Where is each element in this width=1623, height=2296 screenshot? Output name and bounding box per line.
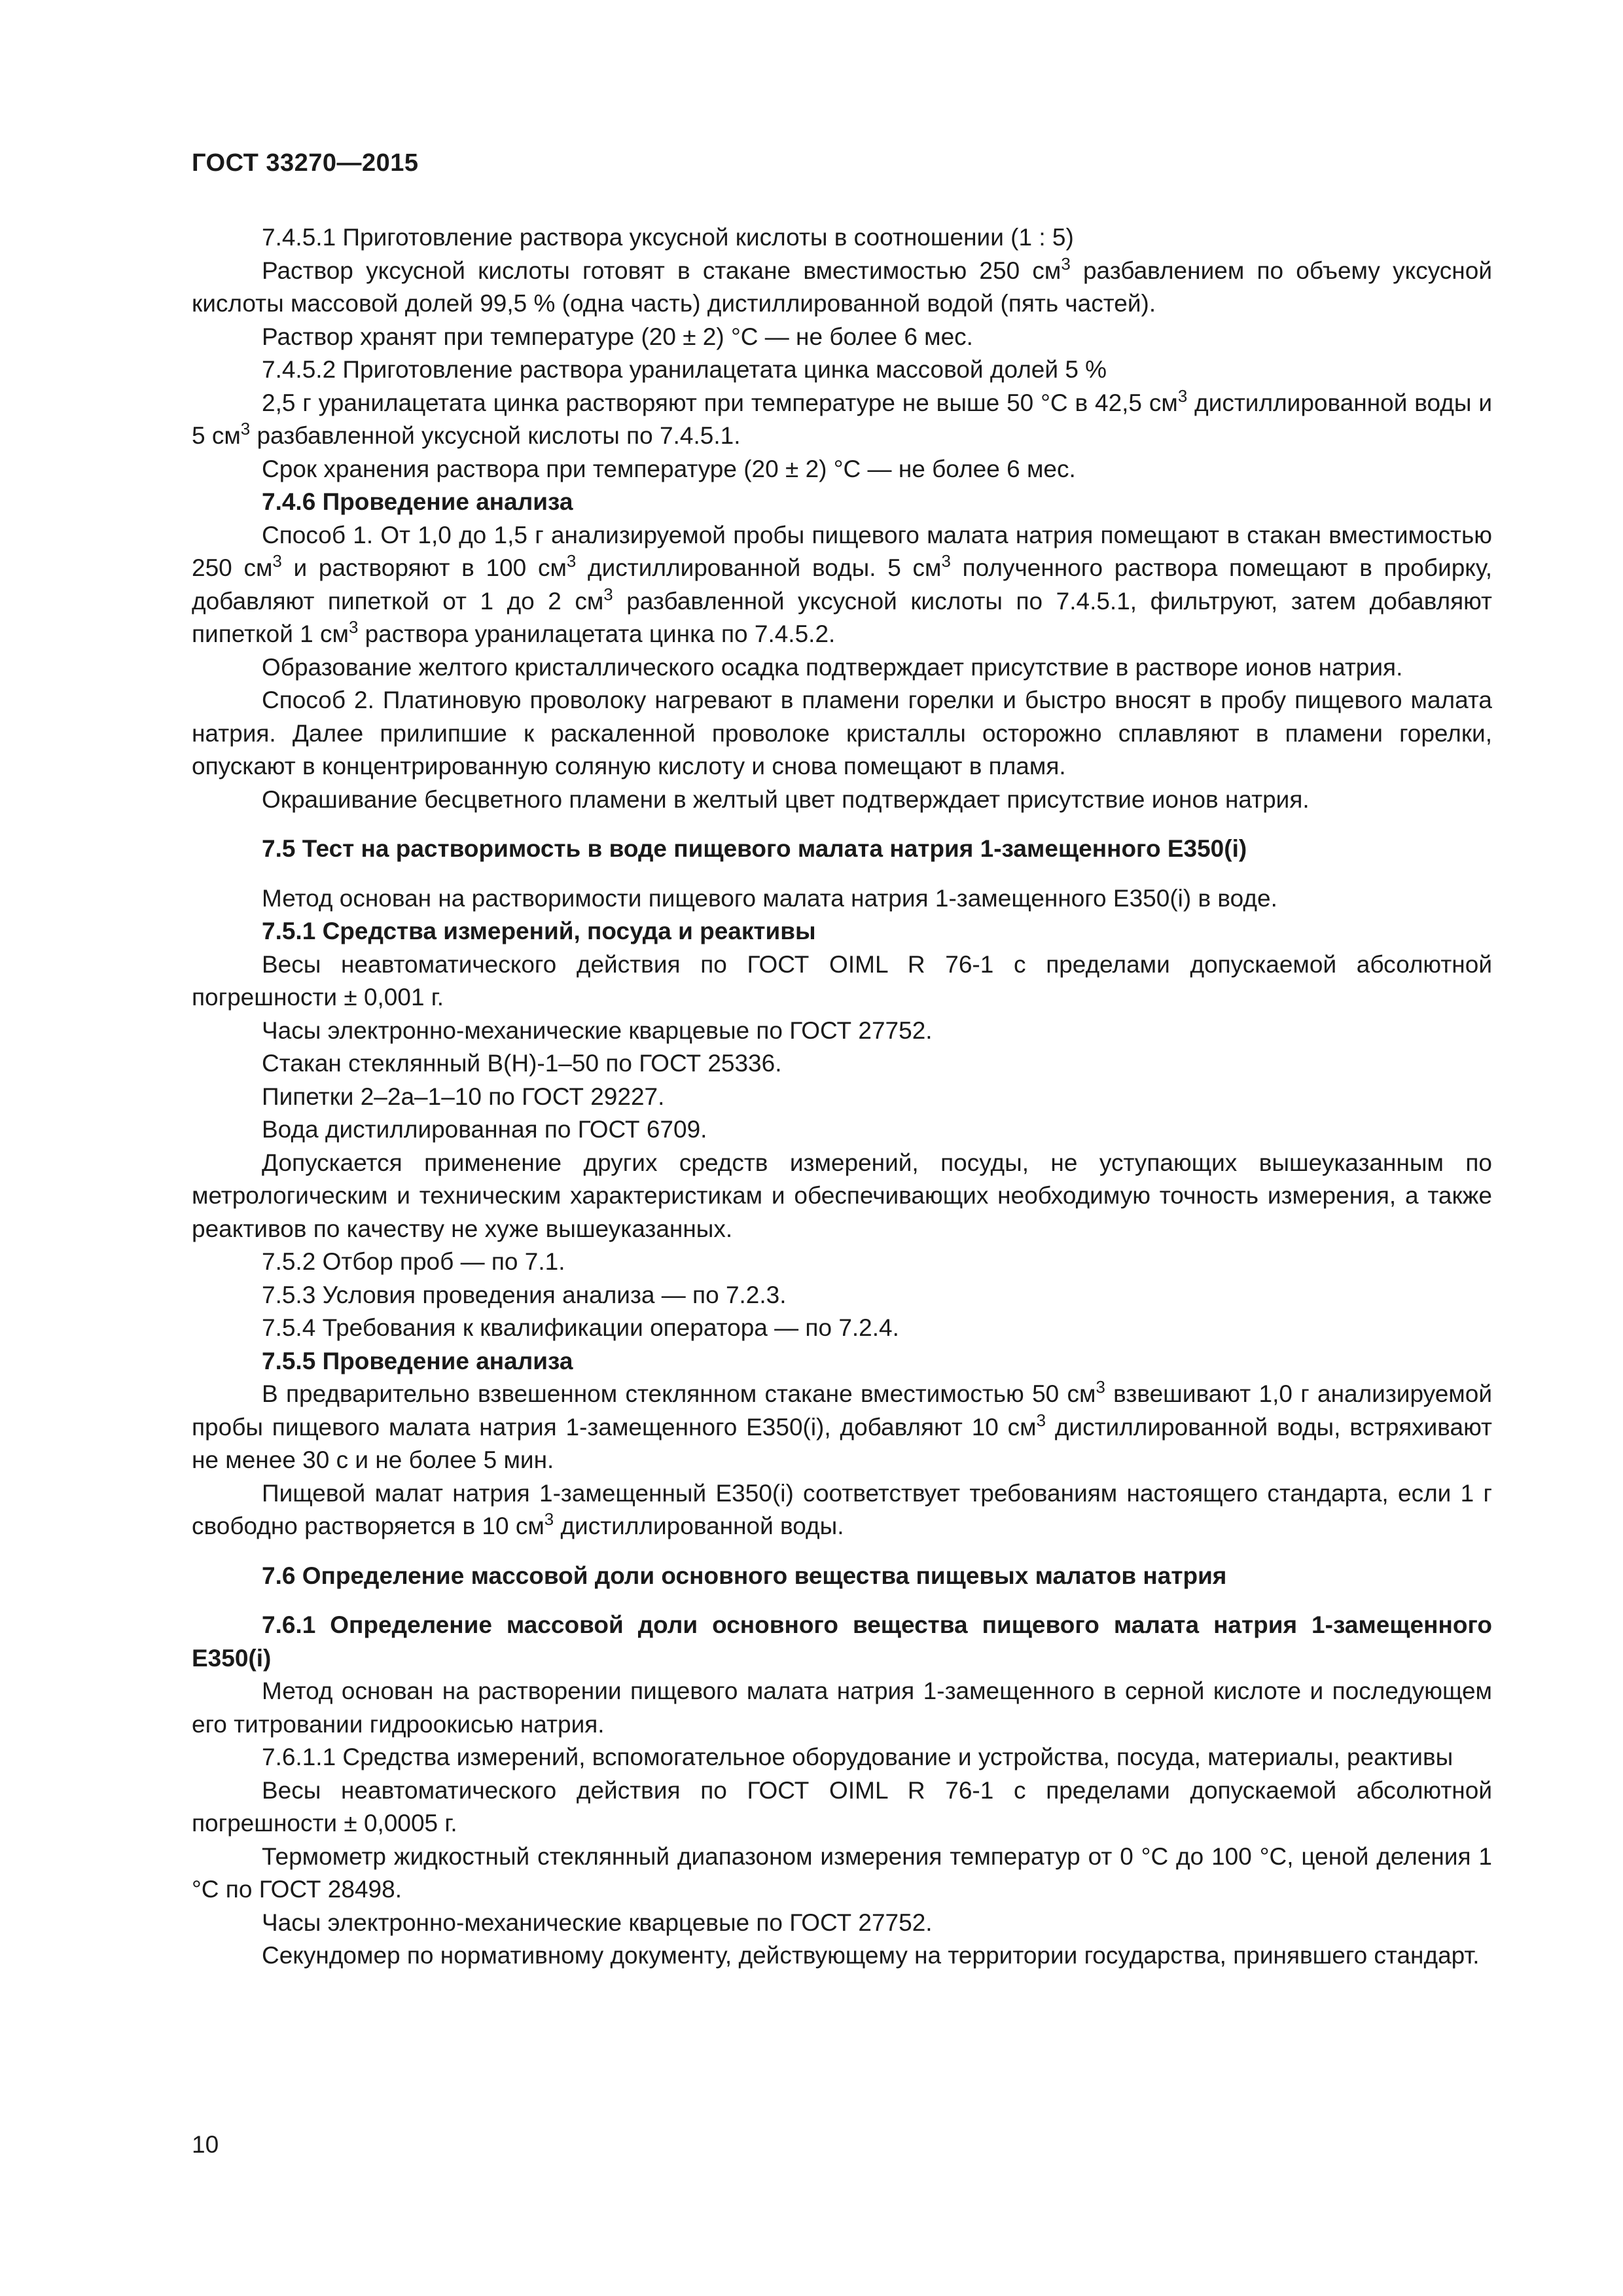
paragraph: Способ 1. От 1,0 до 1,5 г анализируемой пробы пищевого малата натрия помещают в стакан вместимостью 250 $см^3$ и растворяют в 100 $см^3$ дистиллированной воды. 5 $см^3$ полученного раствора помещают в пробирку, добавляют пипеткой от 1 до 2 $см^3$ разбавленной уксусной кислоты по 7.4.5.1, фильтруют, затем добавляют пипеткой 1 $см^3$ раствора уранилацетата цинка по 7.4.5.2. bbox=[192, 521, 1493, 647]
paragraph: Пищевой малат натрия 1-замещенный Е350(i) соответствует требованиям настоящего стандарта, если 1 г свободно растворяется в 10 $см^3$ дистиллированной воды. bbox=[192, 1479, 1492, 1539]
paragraph: Допускается применение других средств измерений, посуды, не уступающих вышеуказанным по метрологическим и техническим характеристикам и обеспечивающих необходимую точность измерения, а также реактивов по качеству не хуже вышеуказанных. bbox=[192, 1149, 1492, 1242]
paragraph: Метод основан на растворимости пищевого малата натрия 1-замещенного Е350(i) в воде. bbox=[262, 884, 1277, 912]
document-header: ГОСТ 33270—2015 bbox=[192, 149, 419, 177]
paragraph: Весы неавтоматического действия по ГОСТ OIML R 76-1 с пределами допускаемой абсолютной погрешности ± 0,001 г. bbox=[192, 950, 1492, 1011]
paragraph: Раствор хранят при температуре (20 ± 2) °С — не более 6 мес. bbox=[262, 323, 973, 350]
paragraph: 7.6.1.1 Средства измерений, вспомогательное оборудование и устройства, посуда, материалы, реактивы bbox=[262, 1744, 1454, 1770]
paragraph: Весы неавтоматического действия по ГОСТ OIML R 76-1 с пределами допускаемой абсолютной погрешности ± 0,0005 г. bbox=[192, 1776, 1492, 1837]
section-heading: 7.6 Определение массовой доли основного вещества пищевых малатов натрия bbox=[262, 1562, 1227, 1589]
page-number: 10 bbox=[192, 2131, 219, 2158]
paragraph: 7.5.3 Условия проведения анализа — по 7.2.3. bbox=[262, 1281, 787, 1308]
paragraph: Часы электронно-механические кварцевые по ГОСТ 27752. bbox=[262, 1909, 933, 1936]
paragraph: Часы электронно-механические кварцевые по ГОСТ 27752. bbox=[262, 1016, 933, 1044]
section-heading: 7.6.1 Определение массовой доли основного вещества пищевого малата натрия 1-замещенного Е350(i) bbox=[192, 1611, 1492, 1672]
paragraph: Стакан стеклянный В(Н)-1–50 по ГОСТ 25336. bbox=[262, 1050, 782, 1077]
paragraph: 2,5 г уранилацетата цинка растворяют при температуре не выше 50 °С в 42,5 $см^3$ дистиллированной воды и 5 $см^3$ разбавленной уксусной кислоты по 7.4.5.1. bbox=[192, 387, 1493, 449]
section-heading: 7.5.1 Средства измерений, посуда и реактивы bbox=[262, 918, 816, 944]
paragraph: Раствор уксусной кислоты готовят в стакане вместимостью 250 $см^3$ разбавлением по объему уксусной кислоты массовой долей 99,5 % (одна часть) дистиллированной водой (пять частей). bbox=[192, 255, 1492, 317]
paragraph: В предварительно взвешенном стеклянном стакане вместимостью 50 $см^3$ взвешивают 1,0 г анализируемой пробы пищевого малата натрия 1-замещенного Е350(i), добавляют 10 $см^3$ дистиллированной воды, встряхивают не менее 30 с и не более 5 мин. bbox=[192, 1378, 1492, 1473]
paragraph: 7.4.5.2 Приготовление раствора уранилацетата цинка массовой долей 5 % bbox=[262, 356, 1107, 383]
paragraph: Вода дистиллированная по ГОСТ 6709. bbox=[262, 1116, 707, 1143]
paragraph: Способ 2. Платиновую проволоку нагревают в пламени горелки и быстро вносят в пробу пищевого малата натрия. Далее прилипшие к раскаленной проволоке кристаллы осторожно сплавляют в пламени горелки, опускают в концентрированную соляную кислоту и снова помещают в пламя. bbox=[192, 687, 1492, 780]
paragraph: 7.5.2 Отбор проб — по 7.1. bbox=[262, 1248, 565, 1275]
paragraph: Метод основан на растворении пищевого малата натрия 1-замещенного в серной кислоте и последующем его титровании гидроокисью натрия. bbox=[192, 1677, 1492, 1738]
document-body bbox=[192, 221, 1492, 1973]
paragraph: Пипетки 2–2а–1–10 по ГОСТ 29227. bbox=[262, 1083, 665, 1110]
paragraph: Окрашивание бесцветного пламени в желтый цвет подтверждает присутствие ионов натрия. bbox=[262, 785, 1310, 813]
paragraph: Образование желтого кристаллического осадка подтверждает присутствие в растворе ионов натрия. bbox=[262, 653, 1403, 681]
paragraph: 7.4.5.1 Приготовление раствора уксусной кислоты в соотношении (1 : 5) bbox=[262, 224, 1074, 251]
paragraph: Термометр жидкостный стеклянный диапазоном измерения температур от 0 °С до 100 °С, ценой деления 1 °С по ГОСТ 28498. bbox=[192, 1842, 1492, 1903]
paragraph: 7.5.4 Требования к квалификации оператора — по 7.2.4. bbox=[262, 1314, 899, 1341]
paragraph: Секундомер по нормативному документу, действующему на территории государства, принявшего стандарт. bbox=[262, 1942, 1480, 1969]
section-heading: 7.5.5 Проведение анализа bbox=[262, 1347, 573, 1374]
section-heading: 7.4.6 Проведение анализа bbox=[262, 488, 573, 515]
paragraph: Срок хранения раствора при температуре (20 ± 2) °С — не более 6 мес. bbox=[262, 455, 1076, 482]
section-heading: 7.5 Тест на растворимость в воде пищевого малата натрия 1-замещенного Е350(i) bbox=[262, 835, 1247, 862]
